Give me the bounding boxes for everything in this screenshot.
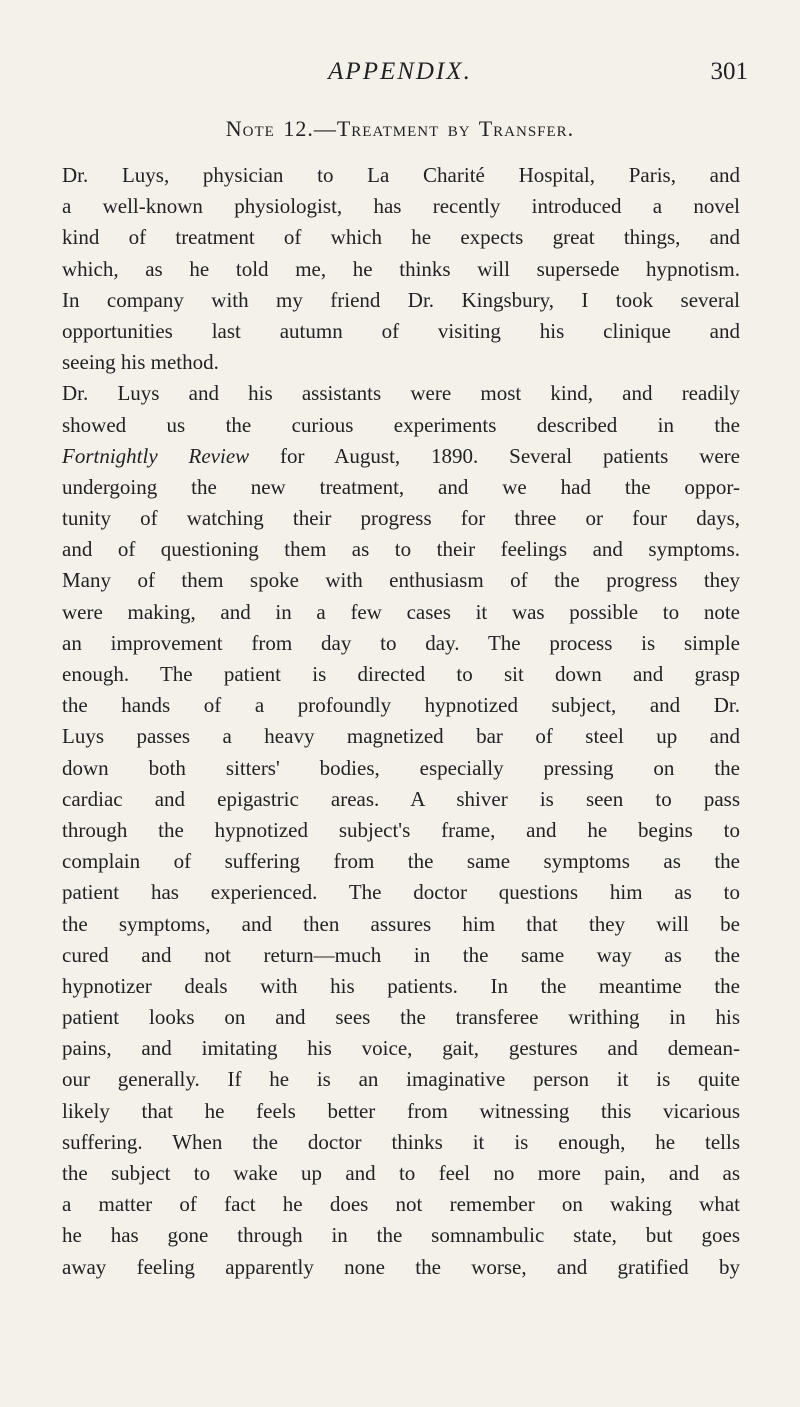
text-line: likely that he feels better from witnessing this vicarious: [62, 1098, 740, 1123]
text-line: In company with my friend Dr. Kingsbury, I took several: [62, 287, 740, 312]
text-line: suffering. When the doctor thinks it is enough, he tells: [62, 1129, 740, 1154]
text-line: the hands of a profoundly hypnotized subject, and Dr.: [62, 693, 740, 718]
text-line: opportunities last autumn of visiting his clinique and: [62, 318, 740, 343]
text-line: kind of treatment of which he expects great things, and: [62, 225, 740, 250]
text-line: Dr. Luys, physician to La Charité Hospital, Paris, and: [62, 163, 740, 187]
text-line: enough. The patient is directed to sit down and grasp: [62, 662, 740, 686]
text-line: patient has experienced. The doctor questions him as to: [62, 880, 740, 905]
text-line: were making, and in a few cases it was possible to note: [62, 599, 740, 624]
text-line: an improvement from day to day. The process is simple: [62, 630, 740, 655]
running-head: [0, 58, 800, 94]
page-number: 301: [710, 58, 748, 85]
body-text: [62, 160, 740, 1283]
text-line: patient looks on and sees the transferee writhing in his: [62, 1005, 740, 1030]
italic-journal-title: Fortnightly Review: [62, 443, 250, 468]
text-line: Many of them spoke with enthusiasm of the progress they: [62, 568, 740, 593]
text-line: complain of suffering from the same symptoms as the: [62, 849, 740, 874]
text-line: cardiac and epigastric areas. A shiver is seen to pass: [62, 786, 740, 811]
text-line: a matter of fact he does not remember on waking what: [62, 1192, 740, 1217]
text-line: hypnotizer deals with his patients. In the meantime the: [62, 973, 740, 998]
text-line: away feeling apparently none the worse, and gratified by: [62, 1254, 740, 1279]
text-line: Dr. Luys and his assistants were most kind, and readily: [62, 381, 740, 406]
text-line: he has gone through in the somnambulic state, but goes: [62, 1223, 740, 1248]
text-line: our generally. If he is an imaginative person it is quite: [62, 1067, 740, 1092]
text-line: through the hypnotized subject's frame, and he begins to: [62, 817, 740, 842]
note-heading: Note 12.—Treatment by Transfer.: [225, 116, 575, 141]
text-line: the symptoms, and then assures him that they will be: [62, 911, 740, 936]
text-line: seeing his method.: [62, 350, 219, 375]
text-line: the subject to wake up and to feel no more pain, and as: [62, 1161, 740, 1185]
text-line: a well-known physiologist, has recently introduced a novel: [62, 194, 740, 219]
text-line: which, as he told me, he thinks will supersede hypnotism.: [62, 256, 740, 281]
text-line: pains, and imitating his voice, gait, gestures and demean-: [62, 1036, 740, 1061]
text-line: cured and not return—much in the same way as the: [62, 942, 740, 967]
text-line: showed us the curious experiments described in the: [62, 412, 740, 437]
text-line-rest: for August, 1890. Several patients were: [280, 443, 740, 468]
text-line: Luys passes a heavy magnetized bar of steel up and: [62, 724, 740, 749]
text-line: down both sitters' bodies, especially pressing on the: [62, 755, 740, 780]
text-line-with-title: [62, 441, 740, 472]
text-line: and of questioning them as to their feelings and symptoms.: [62, 537, 740, 562]
text-line: tunity of watching their progress for three or four days,: [62, 506, 740, 531]
running-title: APPENDIX.: [328, 58, 472, 85]
text-line: undergoing the new treatment, and we had the oppor-: [62, 474, 740, 499]
